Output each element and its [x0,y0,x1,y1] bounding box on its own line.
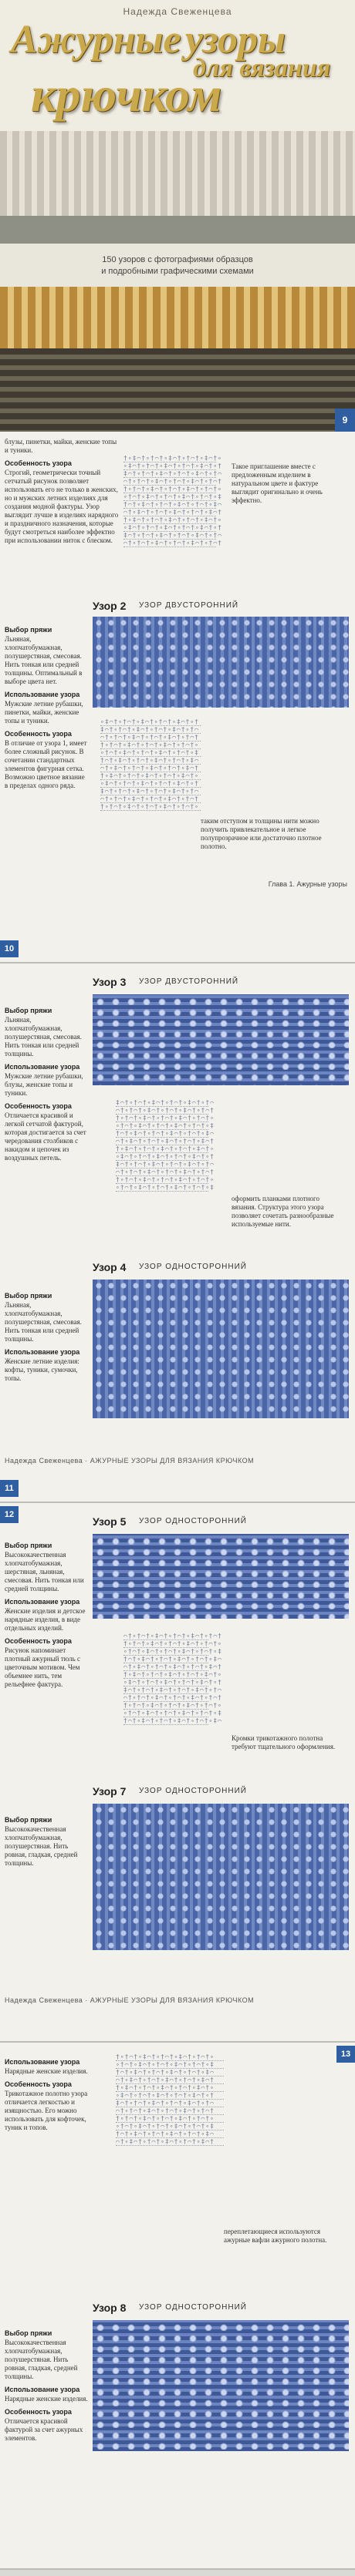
chart-row: ‡⌒†∘†⌒†∘‡⌒†∘†⌒†∘‡⌒†∘†⌒ [116,1099,215,1106]
pattern-4-description: Выбор пряжи Льняная, хлопчатобумажная, полушерстяная, смесовая. Нить тонкая или средней толщины. Использование узора Женские летние изделия: кофты, туники, сумочки, топы. [5,1292,82,1382]
chart-row: †∘‡⌒†∘†⌒†∘‡⌒†∘†⌒†∘‡⌒†∘ [123,1671,222,1678]
chart-row: ∘‡⌒†∘†⌒†∘‡⌒†∘†⌒†∘‡⌒†∘† [100,718,201,726]
chart-row: †∘†⌒†∘‡⌒†∘†⌒†∘‡⌒†∘†⌒†∘ [116,1176,215,1183]
chart-row: ‡⌒†∘†⌒†∘‡⌒†∘†⌒†∘‡⌒†∘†⌒ [116,2100,224,2107]
chart-row: †∘†⌒†∘‡⌒†∘†⌒†∘‡⌒†∘†⌒†∘ [116,2115,224,2123]
cover-author: Надежда Свеженцева [123,6,232,17]
page-footer: Надежда Свеженцева · АЖУРНЫЕ УЗОРЫ ДЛЯ ВЯЗАНИЯ КРЮЧКОМ [5,1457,255,1465]
cover-subtitle: 150 узоров с фотографиями образцов и подробными графическими схемами [0,244,355,287]
chart-row: †⌒†∘‡⌒†∘†⌒†∘‡⌒†∘†⌒†∘‡⌒ [100,757,201,765]
chart-row: ⌒†∘‡⌒†∘†⌒†∘‡⌒†∘†⌒†∘‡⌒† [116,2138,224,2146]
chart-row: ∘‡⌒†∘†⌒†∘‡⌒†∘†⌒†∘‡⌒†∘† [116,1153,215,1160]
cover-swatch-grey [0,216,355,244]
chart-row: ⌒†∘†⌒†∘‡⌒†∘†⌒†∘‡⌒†∘†⌒† [116,1169,215,1175]
chart-row: ‡⌒†∘†⌒†∘‡⌒†∘†⌒†∘‡⌒†∘†⌒ [100,788,201,795]
chart-row: ⌒†∘†⌒†∘‡⌒†∘†⌒†∘‡⌒†∘†⌒† [100,795,201,803]
page-10-chart-1 [123,455,222,547]
pattern-2-description: Выбор пряжи Льняная, хлопчатобумажная, полушерстяная, смесовая. Нить тонкая или средней толщины. Оптимальный в выборе цвета нет. Использование узора Мужские летние рубашки, пинетки, майки, женские топы и туники. Особенность узора В отличие от узора 1, имеет более сложный рисунок. В сочетании стандартных элементов фигурная сетка. Возможно цветное вязание в пределах одного ряда. [5,626,87,789]
chart-row: †∘†⌒†∘‡⌒†∘†⌒†∘‡⌒†∘†⌒†∘ [123,486,222,493]
pattern-3-swatch [93,994,349,1085]
page-10-bottom-text: таким отступом и толщины нити можно получить привлекательное и легкое полупрозрачное или достаточно плотное полотно. [201,817,322,850]
chart-row: ∘†⌒†∘‡⌒†∘†⌒†∘‡⌒†∘†⌒†∘‡ [123,1648,222,1655]
page-10-top-text: блузы, пинетки, майки, женские топы и туники. Особенность узора Строгий, геометрически точный сетчатый рисунок позволяет использовать его не только в женских, но и мужских летних изделиях для создания модной фактуры. Узор выглядит лучше в изделиях нарядного и праздничного назначения, которые будут смотреться наиболее эффектно при использовании ниток с блеском. [5,438,119,544]
page-12 [0,1503,355,2043]
cover-title-word-2: узоры [185,18,286,62]
chart-row: ∘‡⌒†∘†⌒†∘‡⌒†∘†⌒†∘‡⌒†∘† [116,2092,224,2100]
cover-title-word-1: Ажурные [11,18,181,62]
pattern-5-heading: Узор 5 УЗОР ОДНОСТОРОННИЙ [93,1515,247,1528]
page-number: 10 [0,940,19,957]
chart-row: †∘‡⌒†∘†⌒†∘‡⌒†∘†⌒†∘‡⌒†∘ [123,516,222,523]
chart-row: ⌒†∘‡⌒†∘†⌒†∘‡⌒†∘†⌒†∘‡⌒† [123,509,222,516]
chart-row: †∘‡⌒†∘†⌒†∘‡⌒†∘†⌒†∘‡⌒†∘ [116,2084,224,2092]
page-11 [0,963,355,1503]
pattern-5-description: Выбор пряжи Высококачественная хлопчатобумажная, шерстяная, льняная, смесовая. Нить тонкая или средней толщины. Использование узора Женские изделия и детское нарядные изделия, в виде отдельных изделий. Особенность узора Рисунок напоминает плотный ажурный тюль с цветочным мотивом. Чем объемнее нить, тем рельефнее фактура. [5,1542,86,1688]
page-number: 9 [335,409,355,432]
chart-row: ⌒†∘†⌒†∘‡⌒†∘†⌒†∘‡⌒†∘†⌒† [116,2107,224,2115]
chart-row: ∘‡⌒†∘†⌒†∘‡⌒†∘†⌒†∘‡⌒†∘† [100,780,201,788]
page-footer: Надежда Свеженцева · АЖУРНЫЕ УЗОРЫ ДЛЯ ВЯЗАНИЯ КРЮЧКОМ [5,1996,255,2004]
chart-row: ‡⌒†∘†⌒†∘‡⌒†∘†⌒†∘‡⌒†∘†⌒ [116,1161,215,1168]
chart-row: †∘†⌒†∘‡⌒†∘†⌒†∘‡⌒†∘†⌒†∘ [123,1702,222,1709]
chart-row: ∘†⌒†∘‡⌒†∘†⌒†∘‡⌒†∘†⌒†∘‡ [116,2061,224,2069]
page-13 [0,2043,355,2570]
pattern-3-chart [116,1099,215,1192]
chart-row: ∘†⌒†∘‡⌒†∘†⌒†∘‡⌒†∘†⌒†∘‡ [123,1710,222,1717]
chart-row: ∘‡⌒†∘†⌒†∘‡⌒†∘†⌒†∘‡⌒†∘† [123,462,222,469]
chart-row: ∘‡⌒†∘†⌒†∘‡⌒†∘†⌒†∘‡⌒†∘† [123,1679,222,1686]
cover-page [0,0,355,432]
cover-title-word-4: крючком [31,67,222,122]
page-13-left-text: Использование узора Нарядные женские изделия. Особенность узора Трикотажное полотно узора отличается легкостью и изящностью. Его можно использовать для кофточек, туник и топов. [5,2058,88,2131]
chart-row: ⌒†∘‡⌒†∘†⌒†∘‡⌒†∘†⌒†∘‡⌒† [123,1663,222,1670]
page-11-right-text: оформить планками плотного вязания. Структура этого узора позволяет сочетать разнообразные используемые нити. [232,1195,334,1228]
chart-row: ∘†⌒†∘‡⌒†∘†⌒†∘‡⌒†∘†⌒†∘‡ [116,1184,215,1191]
chart-row: ‡⌒†∘†⌒†∘‡⌒†∘†⌒†∘‡⌒†∘†⌒ [123,532,222,539]
cover-swatch-light [0,131,355,216]
chart-row: ⌒†∘‡⌒†∘†⌒†∘‡⌒†∘†⌒†∘‡⌒† [116,2077,224,2084]
pattern-3-heading: Узор 3 УЗОР ДВУСТОРОННИЙ [93,976,239,988]
chart-row: ⌒†∘†⌒†∘‡⌒†∘†⌒†∘‡⌒†∘†⌒† [123,1633,222,1639]
cover-swatch-gold [0,287,355,348]
chart-row: †⌒†∘‡⌒†∘†⌒†∘‡⌒†∘†⌒†∘‡⌒ [123,1656,222,1663]
page-number: 12 [0,1506,19,1523]
chapter-label: Глава 1. Ажурные узоры [268,880,347,888]
pattern-2-heading: Узор 2 УЗОР ДВУСТОРОННИЙ [93,600,239,612]
pattern-7-description: Выбор пряжи Высококачественная хлопчатобумажная, полушерстяная. Нить ровная, гладкая, средней толщины. [5,1816,78,1867]
pattern-7-swatch [93,1804,349,1950]
chart-row: ⌒†∘‡⌒†∘†⌒†∘‡⌒†∘†⌒†∘‡⌒† [116,1138,215,1145]
pattern-7-heading: Узор 7 УЗОР ОДНОСТОРОННИЙ [93,1785,247,1797]
pattern-7-chart [116,2053,224,2146]
chart-row: †⌒†∘‡⌒†∘†⌒†∘‡⌒†∘†⌒†∘‡⌒ [116,1130,215,1137]
page-12-right-text: Кромки трикотажного полотна требуют тщательного оформления. [232,1734,336,1750]
pattern-8-description: Выбор пряжи Высококачественная хлопчатобумажная, полушерстяная. Нить ровная, гладкая, средней толщины. Использование узора Нарядные женские изделия. Особенность узора Отличается красивой фактурой за счет ажурных элементов. [5,2329,88,2442]
chart-row: ⌒†∘‡⌒†∘†⌒†∘‡⌒†∘†⌒†∘‡⌒† [100,765,201,772]
pattern-5-chart [123,1633,222,1725]
chart-row: †⌒†∘‡⌒†∘†⌒†∘‡⌒†∘†⌒†∘‡⌒ [123,501,222,508]
chart-row: ⌒†∘†⌒†∘‡⌒†∘†⌒†∘‡⌒†∘†⌒† [116,1107,215,1114]
pattern-3-description: Выбор пряжи Льняная, хлопчатобумажная, полушерстяная, смесовая. Нить тонкая или средней толщины. Использование узора Мужские летние рубашки, блузы, женские топы и туники. Особенность узора Отличается красивой и легкой сетчатой фактурой, которая достигается за счет чередования столбиков с накидом и цепочек из воздушных петель. [5,1007,86,1162]
chart-row: ∘†⌒†∘‡⌒†∘†⌒†∘‡⌒†∘†⌒†∘‡ [123,493,222,500]
chart-row: ∘‡⌒†∘†⌒†∘‡⌒†∘†⌒†∘‡⌒†∘† [123,524,222,531]
chart-row: †∘‡⌒†∘†⌒†∘‡⌒†∘†⌒†∘‡⌒†∘ [123,455,222,462]
chart-row: ⌒†∘†⌒†∘‡⌒†∘†⌒†∘‡⌒†∘†⌒† [100,734,201,742]
cover-swatch-dark [0,348,355,432]
pattern-2-swatch [93,617,349,708]
page-10 [0,432,355,963]
cover-title-word-3: для вязания [193,54,331,82]
chart-row: †⌒†∘‡⌒†∘†⌒†∘‡⌒†∘†⌒†∘‡⌒ [116,2130,224,2138]
chart-row: †∘†⌒†∘‡⌒†∘†⌒†∘‡⌒†∘†⌒†∘ [100,803,201,811]
chart-row: †∘†⌒†∘‡⌒†∘†⌒†∘‡⌒†∘†⌒†∘ [123,1640,222,1647]
chart-row: ∘†⌒†∘‡⌒†∘†⌒†∘‡⌒†∘†⌒†∘‡ [116,2123,224,2130]
chart-row: ‡⌒†∘†⌒†∘‡⌒†∘†⌒†∘‡⌒†∘†⌒ [100,726,201,734]
chart-row: †⌒†∘‡⌒†∘†⌒†∘‡⌒†∘†⌒†∘‡⌒ [123,1717,222,1724]
pattern-5-swatch [93,1534,349,1619]
page-number: 13 [336,2046,355,2063]
chart-row: †∘‡⌒†∘†⌒†∘‡⌒†∘†⌒†∘‡⌒†∘ [116,1145,215,1152]
chart-row: ∘†⌒†∘‡⌒†∘†⌒†∘‡⌒†∘†⌒†∘‡ [100,749,201,757]
chart-row: †∘†⌒†∘‡⌒†∘†⌒†∘‡⌒†∘†⌒†∘ [116,1115,215,1122]
chart-row: ∘†⌒†∘‡⌒†∘†⌒†∘‡⌒†∘†⌒†∘‡ [116,1122,215,1129]
pattern-4-heading: Узор 4 УЗОР ОДНОСТОРОННИЙ [93,1261,247,1273]
chart-row: †∘‡⌒†∘†⌒†∘‡⌒†∘†⌒†∘‡⌒†∘ [100,772,201,780]
chart-row: ⌒†∘†⌒†∘‡⌒†∘†⌒†∘‡⌒†∘†⌒† [123,1694,222,1701]
pattern-8-swatch [93,2320,349,2451]
page-13-right-text: переплетающиеся используются ажурные вафли ажурного полотна. [224,2228,327,2244]
page-number: 11 [0,1480,19,1497]
page-10-right-text: Такое приглашение вместе с предложенным изделием в натуральном цвете и фактуре выглядит оригинально и очень эффектно. [232,462,323,504]
chart-row: †∘†⌒†∘‡⌒†∘†⌒†∘‡⌒†∘†⌒†∘ [116,2053,224,2061]
pattern-2-chart [100,718,201,811]
chart-row: ⌒†∘†⌒†∘‡⌒†∘†⌒†∘‡⌒†∘†⌒† [123,478,222,485]
chart-row: ‡⌒†∘†⌒†∘‡⌒†∘†⌒†∘‡⌒†∘†⌒ [123,470,222,477]
pattern-4-swatch [93,1280,349,1418]
chart-row: ‡⌒†∘†⌒†∘‡⌒†∘†⌒†∘‡⌒†∘†⌒ [123,1687,222,1693]
pattern-8-heading: Узор 8 УЗОР ОДНОСТОРОННИЙ [93,2302,247,2314]
chart-row: †⌒†∘‡⌒†∘†⌒†∘‡⌒†∘†⌒†∘‡⌒ [116,2069,224,2077]
chart-row: ⌒†∘†⌒†∘‡⌒†∘†⌒†∘‡⌒†∘†⌒† [123,540,222,546]
chart-row: †∘†⌒†∘‡⌒†∘†⌒†∘‡⌒†∘†⌒†∘ [100,742,201,749]
